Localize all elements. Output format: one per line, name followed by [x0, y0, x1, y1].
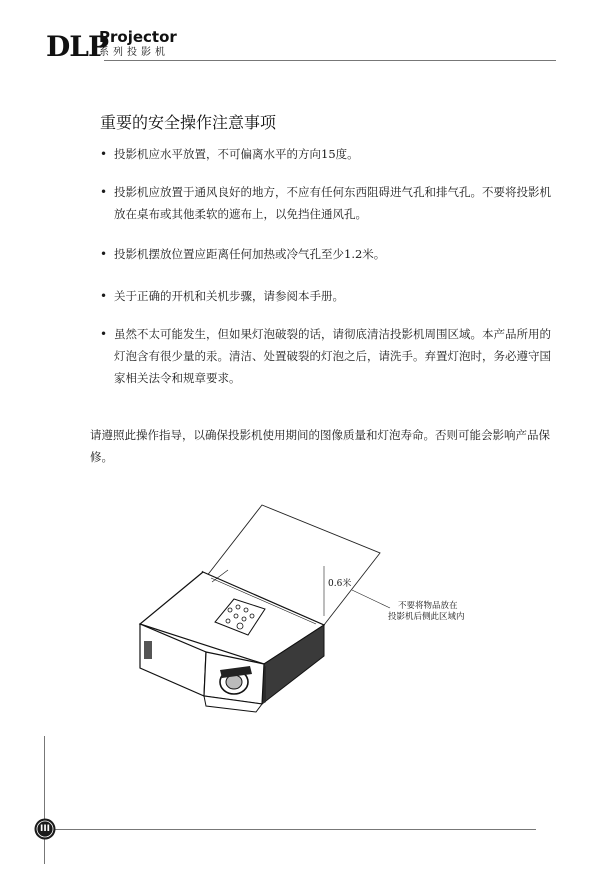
- bullet-marker: •: [100, 247, 108, 261]
- header-divider: [104, 60, 556, 61]
- bullet-marker: •: [100, 289, 108, 303]
- logo-series: 系列投影机: [99, 47, 169, 58]
- safety-bullet-1: [100, 143, 556, 165]
- bullet-marker: •: [100, 185, 108, 199]
- bullet-text: 投影机应水平放置，不可偏离水平的方向15度。: [114, 147, 359, 161]
- header-logo: [46, 28, 186, 64]
- logo-mark: DLP: [46, 30, 109, 63]
- safety-bullet-2: [100, 181, 556, 225]
- section-title: 重要的安全操作注意事项: [100, 113, 277, 132]
- callout-line-1: 不要将物品放在: [398, 601, 458, 611]
- bullet-text: 投影机应放置于通风良好的地方，不应有任何东西阻碍进气孔和排气孔。不要将投影机放在桌布或其他柔软的遮布上，以免挡住通风孔。: [114, 185, 551, 221]
- bullet-marker: •: [100, 327, 108, 341]
- callout-line-2: 投影机后侧此区域内: [388, 612, 465, 622]
- callout-leader: [352, 590, 390, 608]
- bullet-text: 投影机摆放位置应距离任何加热或冷气孔至少1.2米。: [114, 247, 386, 261]
- safety-bullet-4: [100, 285, 556, 307]
- left-margin-rule: [44, 736, 45, 864]
- distance-label: 0.6米: [328, 579, 352, 589]
- safety-bullet-3: [100, 243, 556, 265]
- bullet-text: 虽然不太可能发生，但如果灯泡破裂的话，请彻底清洁投影机周围区域。本产品所用的灯泡含有很少量的汞。清洁、处置破裂的灯泡之后，请洗手。弃置灯泡时，务必遵守国家相关法令和规章要求。: [114, 327, 551, 385]
- projector-clearance-figure: [128, 498, 498, 736]
- footer-rule: [44, 829, 536, 830]
- usage-note: 请遵照此操作指导，以确保投影机使用期间的图像质量和灯泡寿命。否则可能会影响产品保修。: [90, 428, 550, 464]
- page-number: III: [39, 824, 51, 834]
- bullet-marker: •: [100, 147, 108, 161]
- bullet-text: 关于正确的开机和关机步骤，请参阅本手册。: [114, 289, 344, 303]
- safety-bullet-5: [100, 323, 556, 389]
- logo-product: Projector: [99, 28, 177, 46]
